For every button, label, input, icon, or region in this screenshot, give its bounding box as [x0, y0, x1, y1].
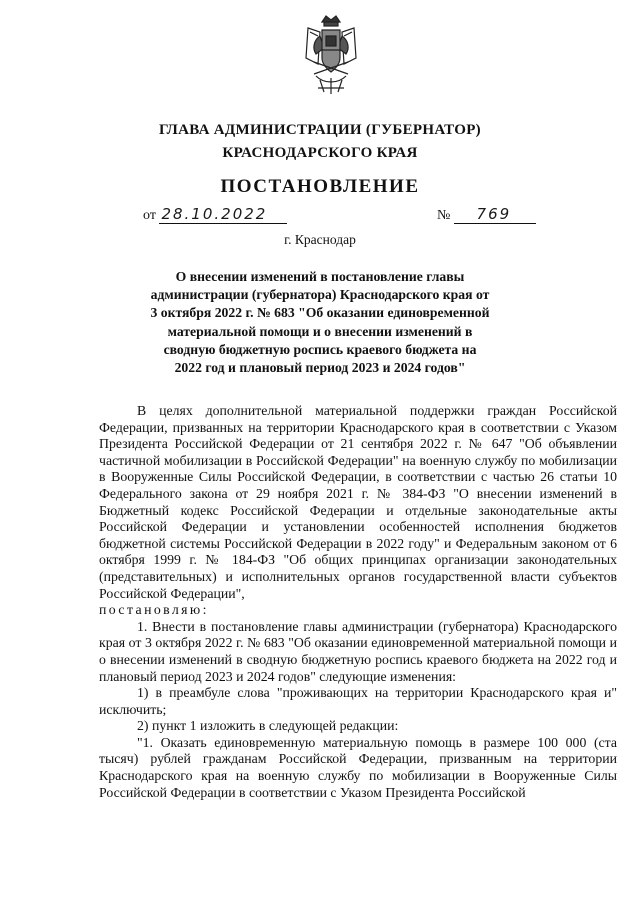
number-field: [437, 205, 536, 224]
number-value: 769: [454, 205, 536, 224]
item-1-paragraph: 1. Внести в постановление главы администрации (губернатора) Краснодарского края от 3 октября 2022 г. № 683 "Об оказании единовременной материальной помощи и о внесении изменений в сводную бюджетную роспись краевого бюджета на 2022 год и плановый период 2023 и 2024 годов" следующие изменения:: [99, 618, 617, 684]
authority-title: ГЛАВА АДМИНИСТРАЦИИ (ГУБЕРНАТОР): [159, 122, 481, 138]
resolve-word: постановляю:: [99, 602, 209, 618]
date-field: [143, 205, 287, 224]
document-subject: О внесении изменений в постановление главы администрации (губернатора) Краснодарского края от 3 октября 2022 г. № 683 "Об оказании единовременной материальной помощи и о внесении изменений в сводную бюджетную роспись краевого бюджета на 2022 год и плановый период 2023 и 2024 годов": [150, 269, 490, 376]
document-type: ПОСТАНОВЛЕНИЕ: [220, 176, 420, 197]
region-title: КРАСНОДАРСКОГО КРАЯ: [222, 145, 418, 161]
subitem-2-paragraph: 2) пункт 1 изложить в следующей редакции:: [137, 718, 399, 734]
subitem-1-paragraph: 1) в преамбуле слова "проживающих на территории Краснодарского края и" исключить;: [99, 685, 617, 717]
preamble-paragraph: В целях дополнительной материальной поддержки граждан Российской Федерации, призванных на территории Краснодарского края в соответствии с Указом Президента Российской Федерации от 21 сентября 2022 г. № 647 "Об объявлении частичной мобилизации в Российской Федерации" на военную службу по мобилизации в Вооруженные Силы Российской Федерации, в соответствии с частью 26 статьи 10 Федерального закона от 29 ноября 2021 г. № 384-ФЗ "О внесении изменений в Бюджетный кодекс Российской Федерации и отдельные законодательные акты Российской Федерации и установлении особенностей исполнения бюджетов бюджетной системы Российской Федерации в 2022 году" и Федеральным законом от 6 октября 1999 г. № 184-ФЗ "Об общих принципах организации законодательных (представительных) и исполнительных органов государственной власти субъектов Российской Федерации",: [99, 403, 617, 601]
krasnodar-coat-of-arms-icon: [300, 14, 362, 96]
number-prefix: №: [437, 208, 451, 223]
quoted-paragraph: "1. Оказать единовременную материальную помощь в размере 100 000 (ста тысяч) рублей гражданам Российской Федерации, призванным на территории Краснодарского края на военную службу по мобилизации в Вооруженные Силы Российской Федерации в соответствии с Указом Президента Российской: [99, 734, 617, 800]
document-body: [99, 403, 617, 801]
date-prefix: от: [143, 208, 156, 223]
city-label: г. Краснодар: [284, 232, 356, 247]
date-value: 28.10.2022: [159, 205, 287, 224]
